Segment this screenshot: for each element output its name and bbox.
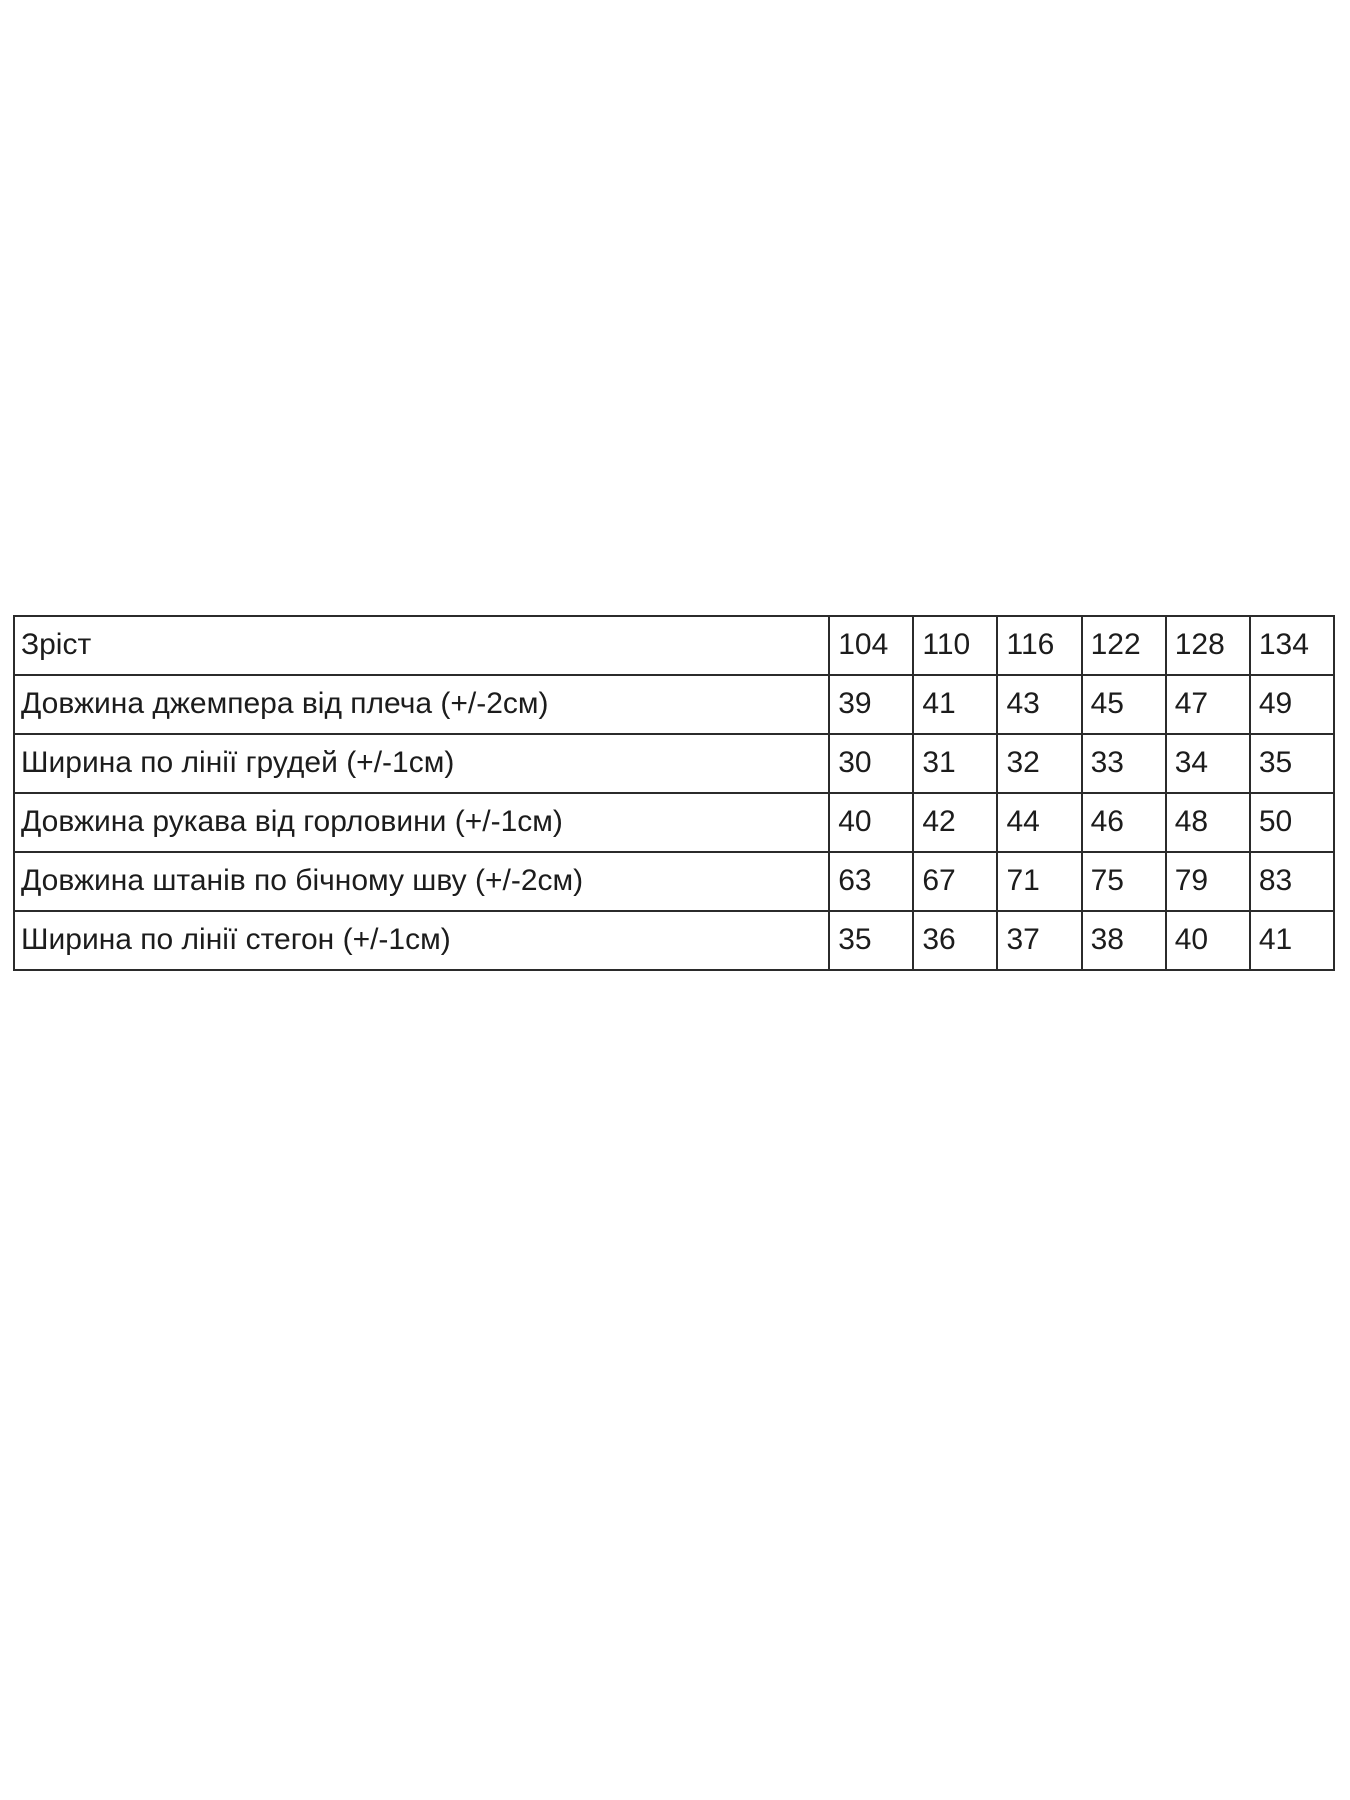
row-value: 49 (1250, 675, 1334, 734)
row-value: 32 (997, 734, 1081, 793)
row-value: 37 (997, 911, 1081, 970)
row-label: Довжина штанів по бічному шву (+/-2см) (14, 852, 829, 911)
row-value: 122 (1082, 616, 1166, 675)
row-label: Ширина по лінії стегон (+/-1см) (14, 911, 829, 970)
table-row (14, 675, 1334, 734)
row-label: Довжина джемпера від плеча (+/-2см) (14, 675, 829, 734)
table-row (14, 734, 1334, 793)
row-value: 38 (1082, 911, 1166, 970)
row-value: 48 (1166, 793, 1250, 852)
row-value: 30 (829, 734, 913, 793)
row-value: 45 (1082, 675, 1166, 734)
row-value: 44 (997, 793, 1081, 852)
row-value: 35 (1250, 734, 1334, 793)
table-row (14, 616, 1334, 675)
row-value: 71 (997, 852, 1081, 911)
row-value: 47 (1166, 675, 1250, 734)
row-value: 75 (1082, 852, 1166, 911)
row-value: 41 (913, 675, 997, 734)
row-label: Зріст (14, 616, 829, 675)
size-chart-table (13, 615, 1335, 971)
size-chart-container (13, 615, 1338, 971)
row-value: 134 (1250, 616, 1334, 675)
row-value: 43 (997, 675, 1081, 734)
row-value: 41 (1250, 911, 1334, 970)
row-value: 67 (913, 852, 997, 911)
row-value: 79 (1166, 852, 1250, 911)
row-value: 63 (829, 852, 913, 911)
row-value: 40 (829, 793, 913, 852)
row-value: 39 (829, 675, 913, 734)
row-value: 34 (1166, 734, 1250, 793)
row-value: 36 (913, 911, 997, 970)
row-label: Довжина рукава від горловини (+/-1см) (14, 793, 829, 852)
row-value: 31 (913, 734, 997, 793)
row-value: 42 (913, 793, 997, 852)
row-value: 46 (1082, 793, 1166, 852)
row-value: 33 (1082, 734, 1166, 793)
row-value: 40 (1166, 911, 1250, 970)
row-value: 35 (829, 911, 913, 970)
row-value: 50 (1250, 793, 1334, 852)
row-value: 116 (997, 616, 1081, 675)
row-value: 104 (829, 616, 913, 675)
row-value: 83 (1250, 852, 1334, 911)
table-row (14, 793, 1334, 852)
row-value: 110 (913, 616, 997, 675)
row-label: Ширина по лінії грудей (+/-1см) (14, 734, 829, 793)
row-value: 128 (1166, 616, 1250, 675)
table-row (14, 911, 1334, 970)
table-row (14, 852, 1334, 911)
